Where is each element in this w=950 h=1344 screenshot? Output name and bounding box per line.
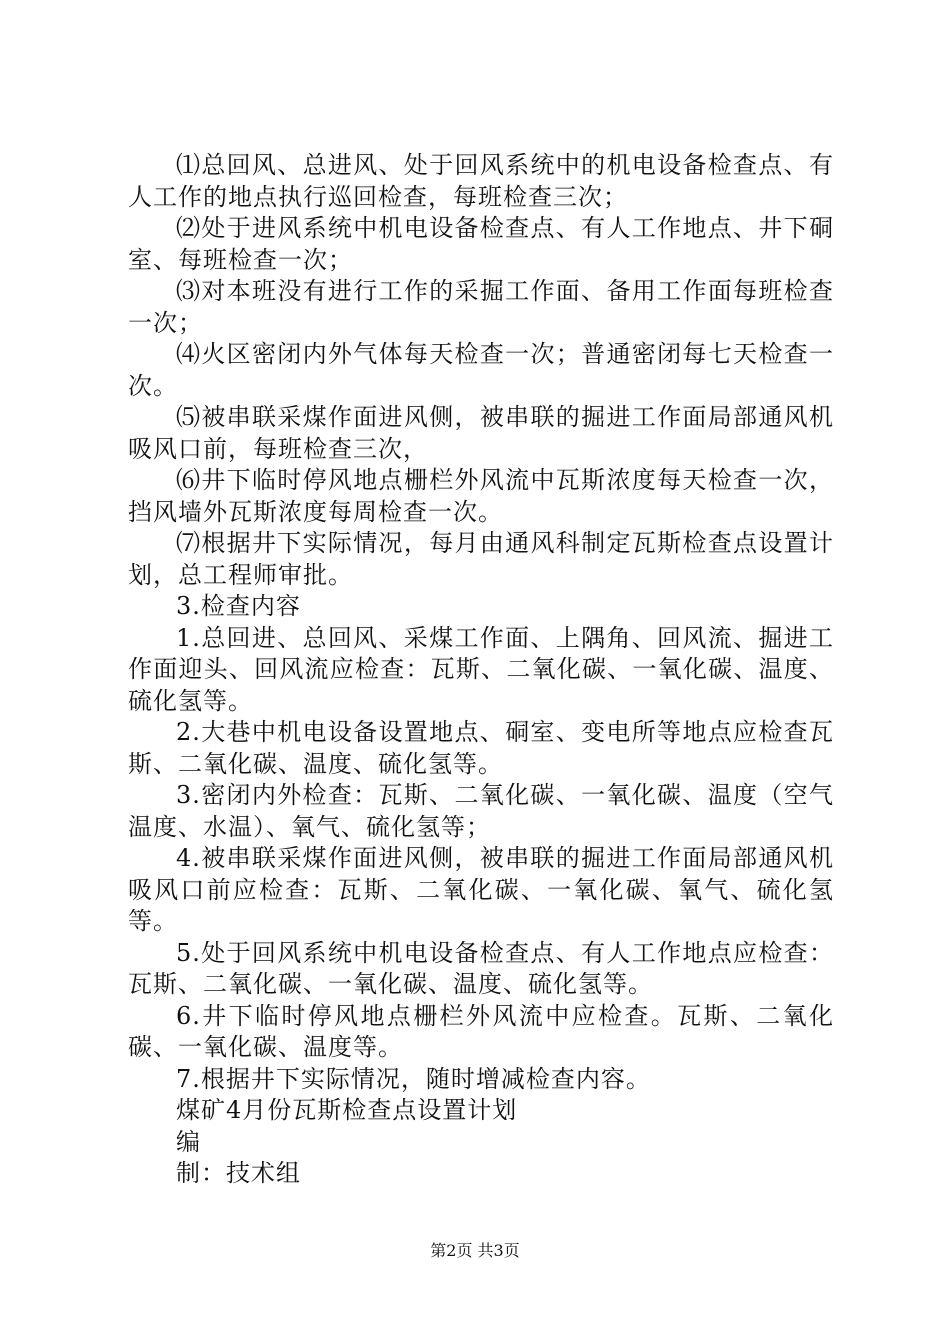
compiler-label: 编 [176,1127,201,1156]
paragraph-inspection-7: ⑺根据井下实际情况，每月由通风科制定瓦斯检查点设置计划，总工程师审批。 [128,529,834,589]
paragraph-inspection-5: ⑸被串联采煤作面进风侧，被串联的掘进工作面局部通风机吸风口前，每班检查三次， [128,403,834,463]
paragraph-content-1: 1.总回进、总回风、采煤工作面、上隅角、回风流、掘进工作面迎头、回风流应检查：瓦斯、二氧化碳、一氧化碳、温度、硫化氢等。 [128,623,834,715]
paragraph-inspection-4: ⑷火区密闭内外气体每天检查一次；普通密闭每七天检查一次。 [128,340,834,400]
paragraph-content-7: 7.根据井下实际情况，随时增减检查内容。 [176,1064,651,1093]
document-body [128,150,834,1190]
paragraph-inspection-1: ⑴总回风、总进风、处于回风系统中的机电设备检查点、有人工作的地点执行巡回检查，每班检查三次； [128,151,834,211]
paragraph-content-3: 3.密闭内外检查：瓦斯、二氧化碳、一氧化碳、温度（空气温度、水温）、氧气、硫化氢等； [128,781,834,841]
paragraph-inspection-6: ⑹井下临时停风地点栅栏外风流中瓦斯浓度每天检查一次，挡风墙外瓦斯浓度每周检查一次。 [128,466,834,526]
paragraph-content-2: 2.大巷中机电设备设置地点、硐室、变电所等地点应检查瓦斯、二氧化碳、温度、硫化氢等。 [128,718,834,778]
section-heading-content: 3.检查内容 [176,592,301,620]
paragraph-content-5: 5.处于回风系统中机电设备检查点、有人工作地点应检查：瓦斯、二氧化碳、一氧化碳、温度、硫化氢等。 [128,938,834,998]
plan-title: 煤矿4月份瓦斯检查点设置计划 [176,1096,518,1124]
paragraph-inspection-2: ⑵处于进风系统中机电设备检查点、有人工作地点、井下硐室、每班检查一次； [128,214,834,274]
paragraph-inspection-3: ⑶对本班没有进行工作的采掘工作面、备用工作面每班检查一次； [128,277,834,337]
compiler-value: 制：技术组 [176,1159,301,1187]
paragraph-content-6: 6.井下临时停风地点栅栏外风流中应检查。瓦斯、二氧化碳、一氧化碳、温度等。 [128,1001,834,1061]
paragraph-content-4: 4.被串联采煤作面进风侧，被串联的掘进工作面局部通风机吸风口前应检查：瓦斯、二氧化碳、一氧化碳、氧气、硫化氢等。 [128,844,834,935]
page-number-footer: 第2页 共3页 [430,1241,520,1260]
